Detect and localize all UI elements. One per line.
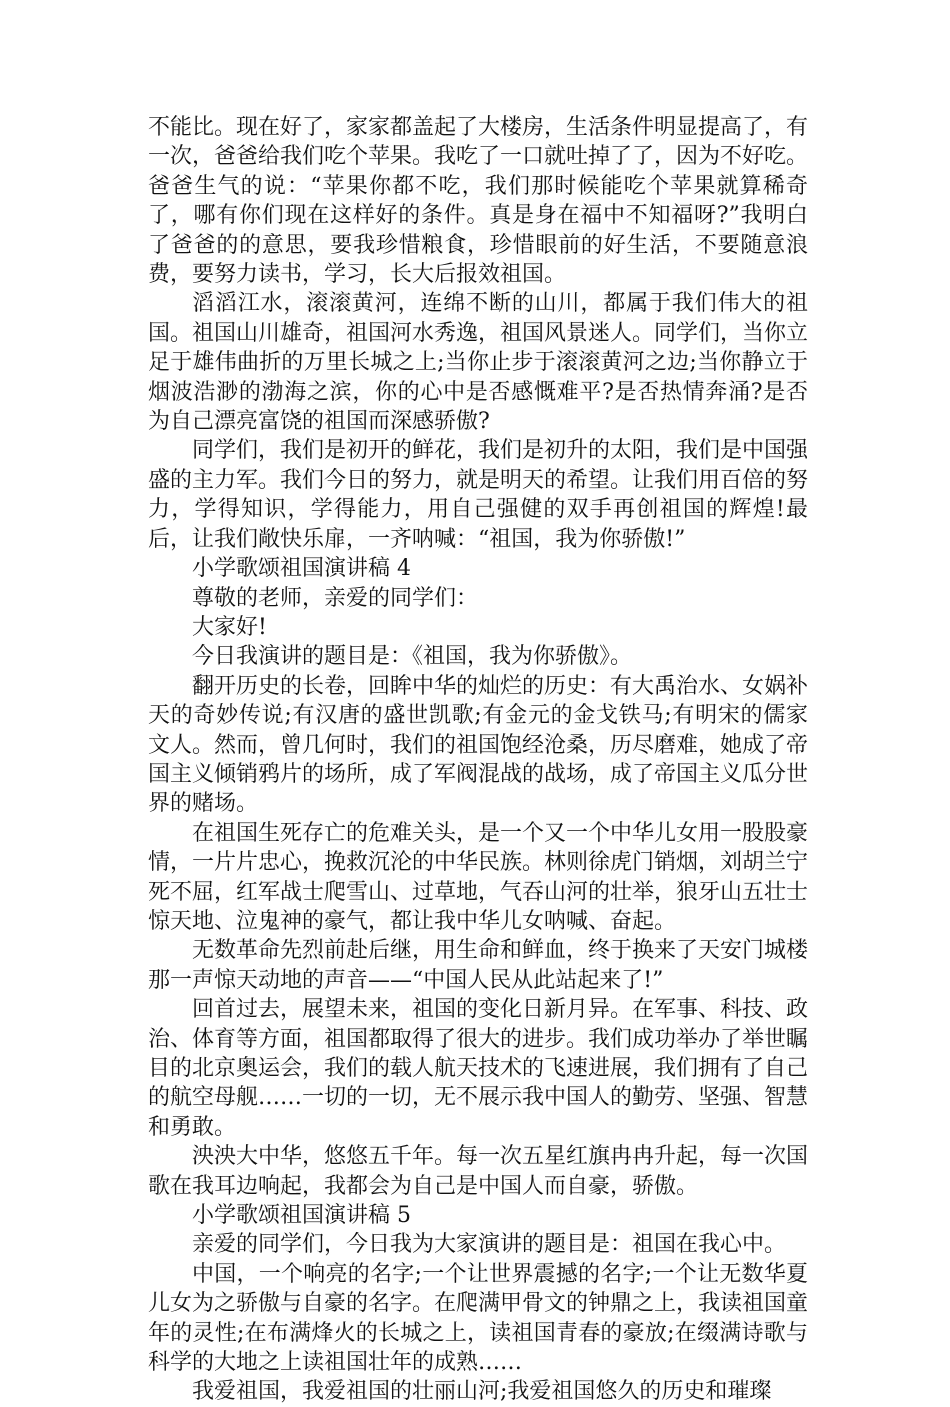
paragraph-11: 回首过去，展望未来，祖国的变化日新月异。在军事、科技、政治、体育等方面，祖国都取得了很大的进步。我们成功举办了举世瞩目的北京奥运会，我们的载人航天技术的飞速进展，我们拥有了自己的航空母舰……一切的一切，无不展示我中国人的勤劳、坚强、智慧和勇敢。 bbox=[148, 997, 809, 1140]
section-heading-5: 小学歌颂祖国演讲稿 5 bbox=[192, 1203, 411, 1229]
greeting: 大家好! bbox=[192, 614, 267, 640]
paragraph-8: 翻开历史的长卷，回眸中华的灿烂的历史：有大禹治水、女娲补天的奇妙传说;有汉唐的盛世凯歌;有金元的金戈铁马;有明宋的儒家文人。然而，曾几何时，我们的祖国饱经沧桑，历尽磨难，她成了帝国主义倾销鸦片的场所，成了军阀混战的战场，成了帝国主义瓜分世界的赌场。 bbox=[148, 673, 809, 817]
paragraph-15: 中国，一个响亮的名字;一个让世界震撼的名字;一个让无数华夏儿女为之骄傲与自豪的名字。在爬满甲骨文的钟鼎之上，我读祖国童年的灵性;在布满烽火的长城之上，读祖国青春的豪放;在缀满诗歌与科学的大地之上读祖国壮年的成熟…… bbox=[148, 1261, 809, 1376]
paragraph-3: 同学们，我们是初开的鲜花，我们是初升的太阳，我们是中国强盛的主力军。我们今日的努力，就是明天的希望。让我们用百倍的努力，学得知识，学得能力，用自己强健的双手再创祖国的辉煌!最后，让我们敞快乐扉，一齐呐喊：“祖国，我为你骄傲!” bbox=[148, 438, 809, 552]
document-body bbox=[148, 113, 808, 1407]
paragraph-12: 泱泱大中华，悠悠五千年。每一次五星红旗冉冉升起，每一次国歌在我耳边响起，我都会为自己是中国人而自豪，骄傲。 bbox=[148, 1144, 809, 1199]
section-heading-4: 小学歌颂祖国演讲稿 4 bbox=[192, 556, 411, 582]
paragraph-1: 不能比。现在好了，家家都盖起了大楼房，生活条件明显提高了，有一次，爸爸给我们吃个苹果。我吃了一口就吐掉了了，因为不好吃。爸爸生气的说：“苹果你都不吃，我们那时候能吃个苹果就算稀奇了，哪有你们现在这样好的条件。真是身在福中不知福呀?”我明白了爸爸的的意思，要我珍惜粮食，珍惜眼前的好生活，不要随意浪费，要努力读书，学习，长大后报效祖国。 bbox=[148, 115, 809, 288]
paragraph-2: 滔滔江水，滚滚黄河，连绵不断的山川，都属于我们伟大的祖国。祖国山川雄奇，祖国河水秀逸，祖国风景迷人。同学们，当你立足于雄伟曲折的万里长城之上;当你止步于滚滚黄河之边;当你静立于烟波浩渺的渤海之滨，你的心中是否感慨难平?是否热情奔涌?是否为自己漂亮富饶的祖国而深感骄傲? bbox=[148, 291, 809, 435]
paragraph-16: 我爱祖国，我爱祖国的壮丽山河;我爱祖国悠久的历史和璀璨 bbox=[192, 1379, 772, 1405]
paragraph-9: 在祖国生死存亡的危难关头，是一个又一个中华儿女用一股股豪情，一片片忠心，挽救沉沦的中华民族。林则徐虎门销烟，刘胡兰宁死不屈，红军战士爬雪山、过草地，气吞山河的壮举，狼牙山五壮士惊天地、泣鬼神的豪气，都让我中华儿女呐喊、奋起。 bbox=[148, 820, 809, 934]
speech-topic: 今日我演讲的题目是：《祖国，我为你骄傲》。 bbox=[192, 644, 633, 670]
paragraph-10: 无数革命先烈前赴后继，用生命和鲜血，终于换来了天安门城楼那一声惊天动地的声音——“中国人民从此站起来了!” bbox=[148, 938, 809, 993]
paragraph-14: 亲爱的同学们，今日我为大家演讲的题目是：祖国在我心中。 bbox=[192, 1232, 787, 1258]
salutation: 尊敬的老师，亲爱的同学们： bbox=[192, 585, 479, 611]
